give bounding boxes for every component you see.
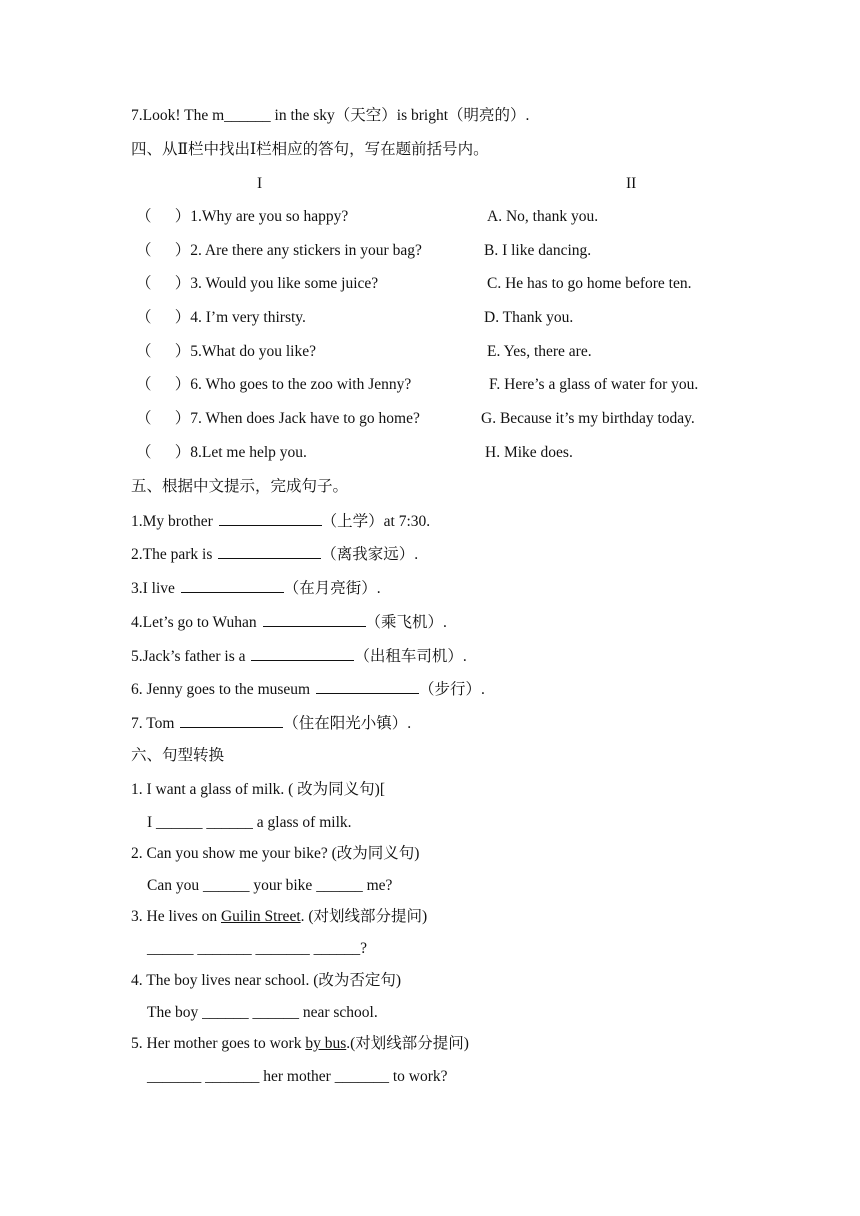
fill-blank-hint: （上学）at 7:30. (321, 513, 431, 530)
fill-blank-prompt: 6. Jenny goes to the museum (131, 681, 314, 698)
matching-answer: F. Here’s a glass of water for you. (489, 376, 699, 393)
answer-blank (251, 646, 354, 661)
fill-blank-row (131, 679, 485, 700)
answer-blank (263, 612, 366, 627)
fill-blank-prompt: 1.My brother (131, 513, 217, 530)
matching-question-row (136, 375, 411, 395)
matching-question-text: 8.Let me help you. (190, 444, 307, 461)
fill-blank-hint: （住在阳光小镇）. (283, 715, 412, 732)
fill-blank-hint: （离我家远）. (321, 546, 419, 563)
section4-heading: 四、从Ⅱ栏中找出Ⅰ栏相应的答句，写在题前括号内。 (131, 141, 489, 158)
matching-question-text: 2. Are there any stickers in your bag? (190, 242, 422, 259)
fill-blank-prompt: 2.The park is (131, 546, 217, 563)
matching-answer: G. Because it’s my birthday today. (481, 410, 695, 427)
answer-blank (218, 544, 321, 559)
fill-blank-prompt: 3.I live (131, 580, 179, 597)
answer-parentheses: （ ） (136, 275, 191, 292)
exercise-7-line (131, 106, 529, 126)
matching-question-row (136, 443, 307, 463)
transform-q5-post: .(对划线部分提问) (346, 1035, 469, 1052)
transform-q4-answer: The boy ______ ______ near school. (147, 1004, 378, 1021)
section5-heading: 五、根据中文提示，完成句子。 (131, 478, 349, 495)
matching-answer: B. I like dancing. (484, 242, 592, 259)
section4-col1-header: I (257, 175, 263, 192)
answer-blank (181, 578, 284, 593)
matching-question-row (136, 241, 422, 261)
matching-answer: A. No, thank you. (487, 208, 599, 225)
fill-blank-hint: （步行）. (418, 681, 485, 698)
matching-question-text: 4. I’m very thirsty. (190, 309, 306, 326)
transform-q3-post: . (对划线部分提问) (300, 908, 428, 925)
matching-question-row (136, 308, 306, 328)
fill-blank-row (131, 646, 467, 667)
matching-question-row (136, 274, 378, 294)
matching-question-row (136, 409, 420, 429)
fill-blank-row (131, 511, 430, 532)
answer-blank (180, 713, 283, 728)
transform-q4: 4. The boy lives near school. (改为否定句) (131, 972, 402, 989)
fill-blank-row (131, 544, 418, 565)
transform-q5 (131, 1034, 469, 1054)
answer-parentheses: （ ） (136, 309, 191, 326)
fill-blank-row (131, 612, 447, 633)
exercise-7-blank: ______ (224, 107, 271, 124)
section4-col2-header: II (626, 175, 637, 192)
exercise-7-pre: 7.Look! The m (131, 107, 225, 124)
answer-parentheses: （ ） (136, 410, 191, 427)
transform-q5-underlined: by bus (305, 1035, 347, 1052)
matching-question-row (136, 342, 316, 362)
answer-blank (219, 511, 322, 526)
matching-question-text: 5.What do you like? (190, 343, 316, 360)
transform-q3-answer: ______ _______ _______ ______? (147, 940, 368, 957)
matching-answer: D. Thank you. (484, 309, 574, 326)
fill-blank-row (131, 578, 381, 599)
fill-blank-hint: （乘飞机）. (365, 614, 447, 631)
answer-parentheses: （ ） (136, 376, 191, 393)
matching-answer: H. Mike does. (485, 444, 573, 461)
matching-question-text: 6. Who goes to the zoo with Jenny? (190, 376, 412, 393)
transform-q5-answer: _______ _______ her mother _______ to work? (147, 1068, 448, 1085)
fill-blank-prompt: 5.Jack’s father is a (131, 648, 250, 665)
fill-blank-prompt: 4.Let’s go to Wuhan (131, 614, 261, 631)
answer-blank (316, 679, 419, 694)
transform-q2-answer: Can you ______ your bike ______ me? (147, 877, 393, 894)
matching-answer: E. Yes, there are. (487, 343, 592, 360)
transform-q5-pre: 5. Her mother goes to work (131, 1035, 306, 1052)
matching-question-row (136, 207, 348, 227)
transform-q3 (131, 907, 427, 927)
transform-q1: 1. I want a glass of milk. ( 改为同义句)[ (131, 781, 385, 798)
answer-parentheses: （ ） (136, 242, 191, 259)
answer-parentheses: （ ） (136, 444, 191, 461)
answer-parentheses: （ ） (136, 208, 191, 225)
matching-question-text: 7. When does Jack have to go home? (190, 410, 420, 427)
transform-q2: 2. Can you show me your bike? (改为同义句) (131, 845, 420, 862)
fill-blank-row (131, 713, 411, 734)
exercise-7-post: in the sky（天空）is bright（明亮的）. (270, 107, 530, 124)
fill-blank-prompt: 7. Tom (131, 715, 179, 732)
fill-blank-hint: （出租车司机）. (354, 648, 467, 665)
transform-q1-answer: I ______ ______ a glass of milk. (147, 814, 352, 831)
transform-q3-underlined: Guilin Street (220, 908, 301, 925)
answer-parentheses: （ ） (136, 343, 191, 360)
section6-heading: 六、句型转换 (131, 747, 225, 764)
matching-question-text: 1.Why are you so happy? (190, 208, 349, 225)
matching-answer: C. He has to go home before ten. (487, 275, 692, 292)
matching-question-text: 3. Would you like some juice? (190, 275, 379, 292)
fill-blank-hint: （在月亮街）. (283, 580, 381, 597)
transform-q3-pre: 3. He lives on (131, 908, 221, 925)
